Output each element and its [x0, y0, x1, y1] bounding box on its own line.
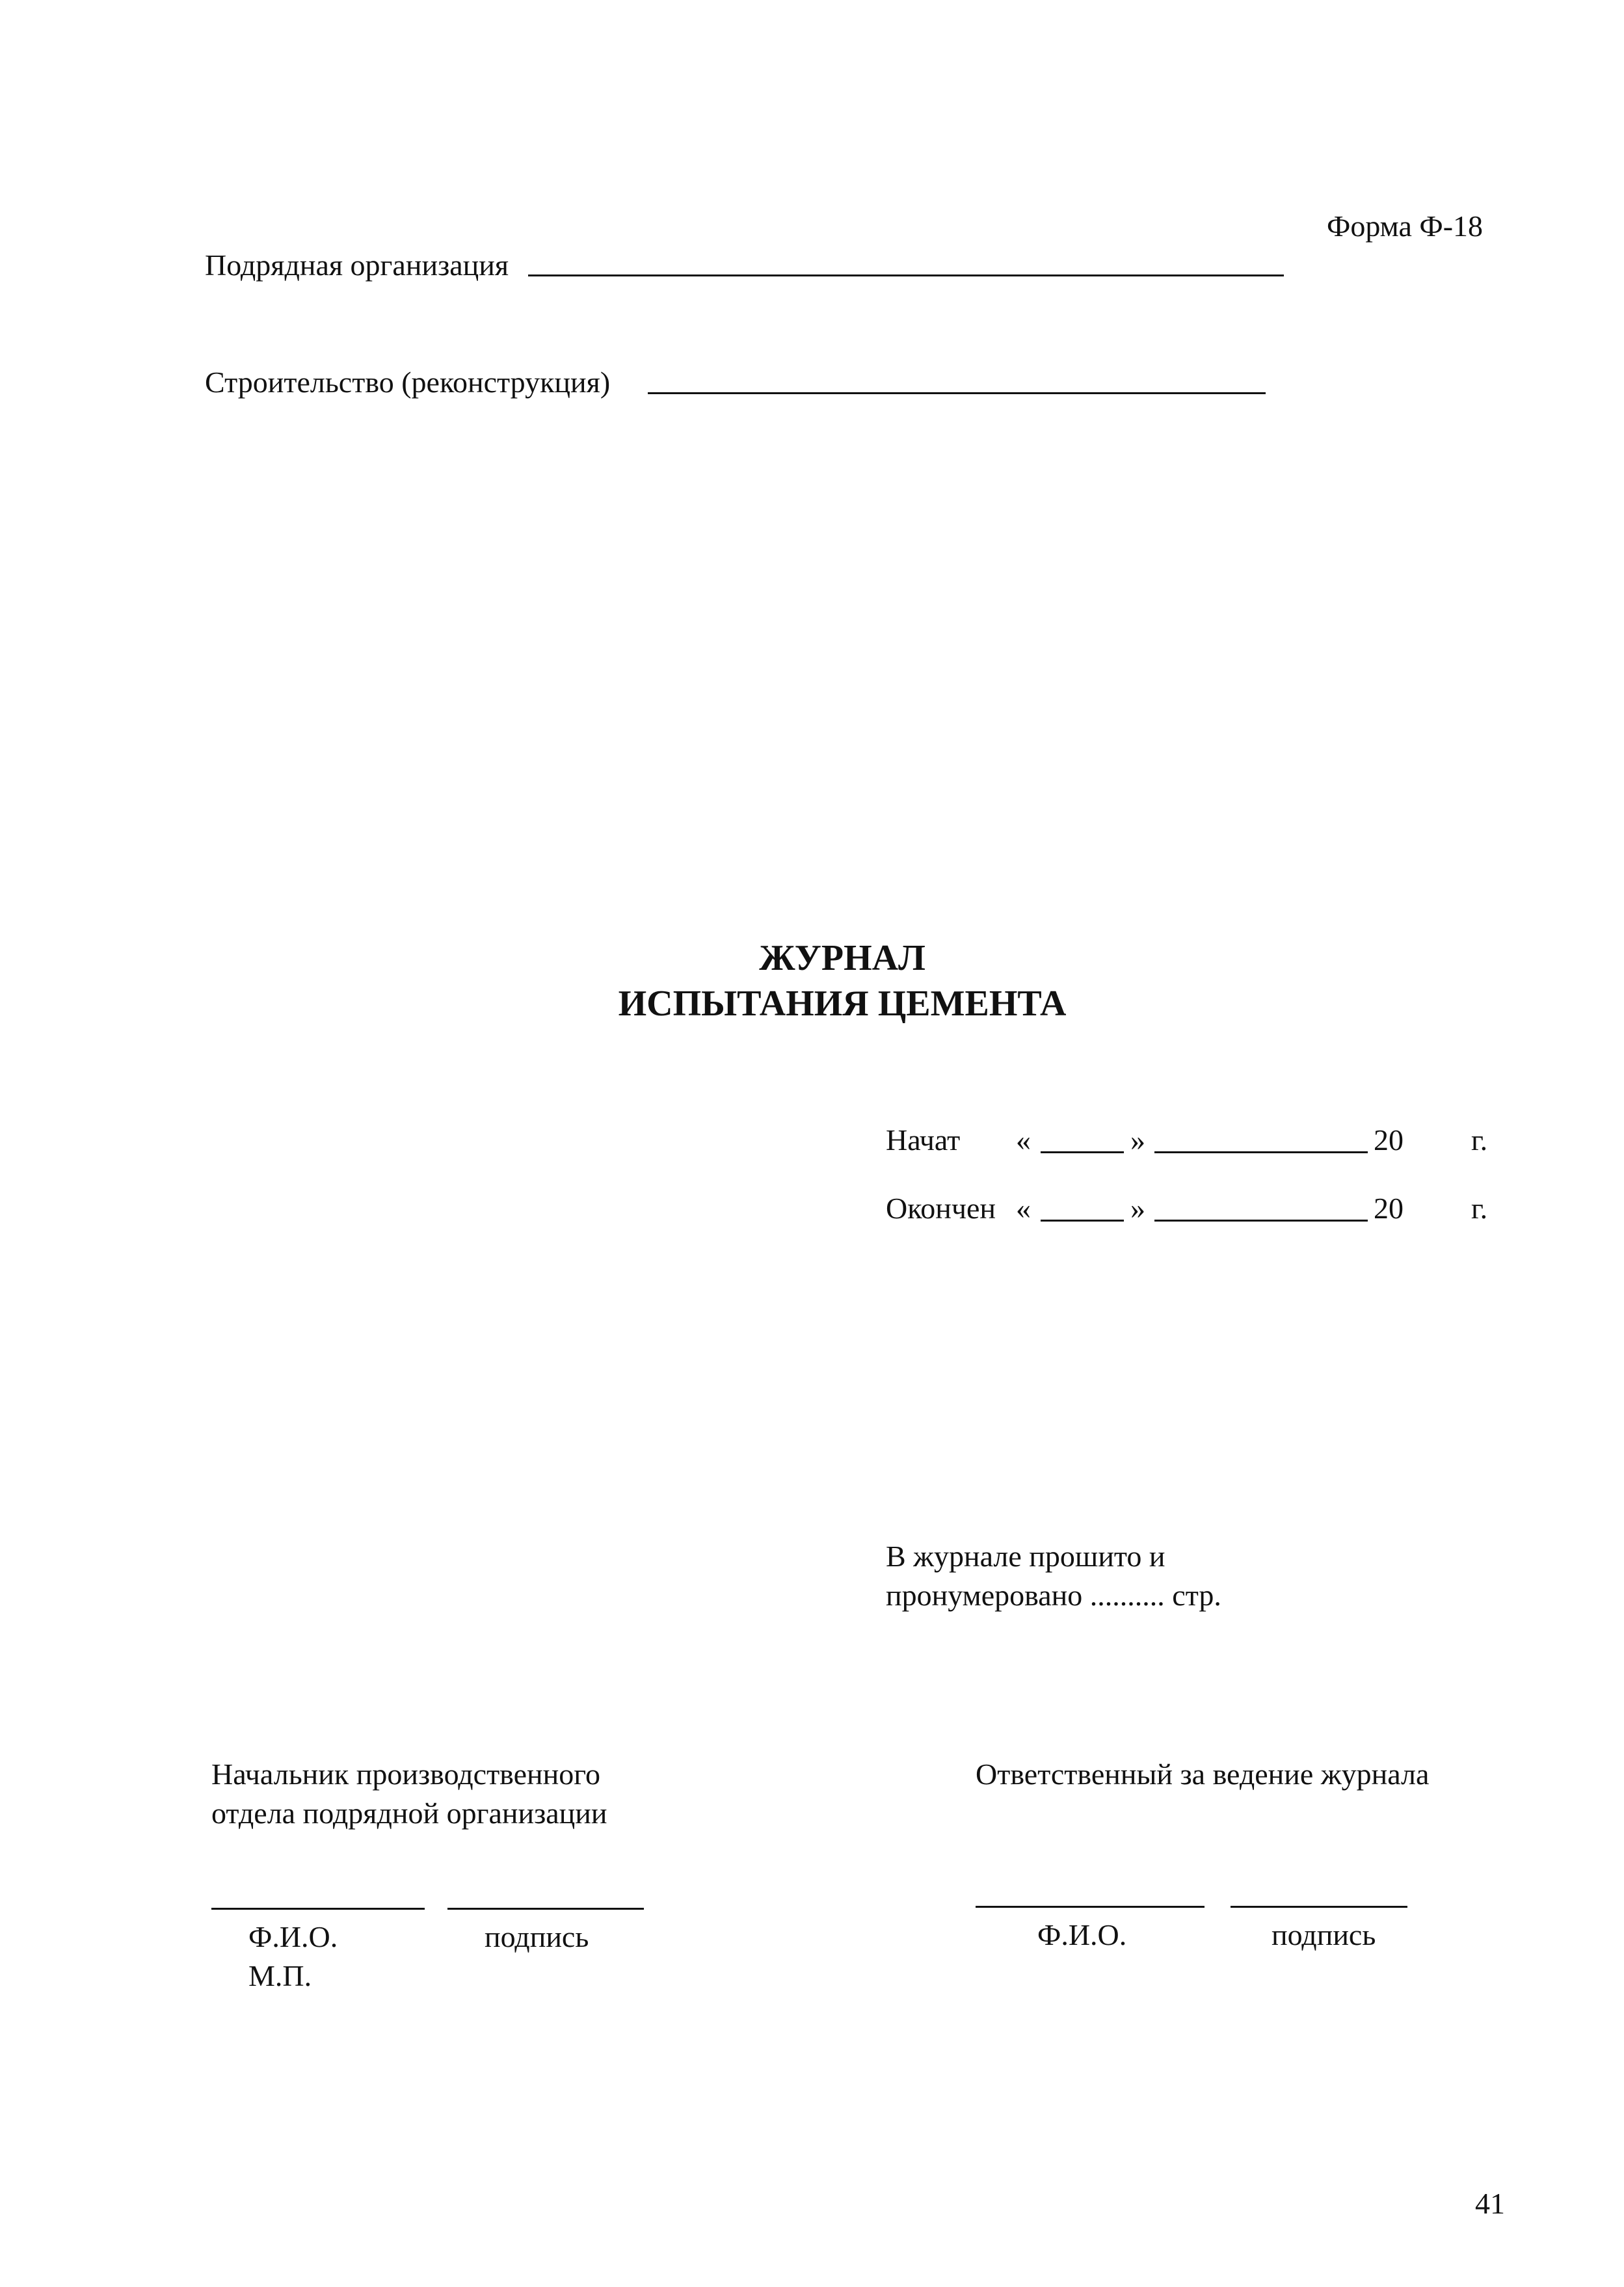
started-close-quote: »	[1130, 1123, 1145, 1157]
contractor-label: Подрядная организация	[205, 248, 509, 282]
contractor-input-line[interactable]	[528, 274, 1284, 276]
finished-day-line[interactable]	[1041, 1220, 1124, 1222]
finished-century: 20	[1374, 1192, 1404, 1225]
right-fio-label: Ф.И.О.	[1037, 1918, 1127, 1951]
finished-year-suffix: г.	[1471, 1192, 1488, 1225]
finished-close-quote: »	[1130, 1192, 1145, 1225]
finished-month-line[interactable]	[1154, 1220, 1368, 1222]
left-role-line2: отдела подрядной организации	[211, 1797, 607, 1830]
right-signature-line[interactable]	[1231, 1906, 1407, 1908]
form-number: Форма Ф-18	[1327, 209, 1484, 243]
right-fio-line[interactable]	[976, 1906, 1205, 1908]
construction-input-line[interactable]	[648, 392, 1266, 394]
right-role: Ответственный за ведение журнала	[976, 1758, 1430, 1791]
left-fio-line[interactable]	[211, 1908, 425, 1910]
left-signature-line[interactable]	[447, 1908, 644, 1910]
stitched-line2: пронумеровано .......... стр.	[886, 1579, 1221, 1612]
right-signature-label: подпись	[1271, 1918, 1376, 1951]
journal-subtitle: ИСПЫТАНИЯ ЦЕМЕНТА	[618, 983, 1067, 1024]
journal-title: ЖУРНАЛ	[759, 938, 925, 978]
started-year-suffix: г.	[1471, 1123, 1488, 1157]
started-day-line[interactable]	[1041, 1151, 1124, 1153]
started-month-line[interactable]	[1154, 1151, 1368, 1153]
finished-open-quote: «	[1016, 1192, 1031, 1225]
finished-label: Окончен	[886, 1192, 996, 1225]
started-century: 20	[1374, 1123, 1404, 1157]
construction-label: Строительство (реконструкция)	[205, 366, 611, 399]
stitched-line1: В журнале прошито и	[886, 1540, 1165, 1573]
left-role-line1: Начальник производственного	[211, 1758, 600, 1791]
started-label: Начат	[886, 1123, 961, 1157]
page-number: 41	[1475, 2187, 1505, 2220]
stamp-label: М.П.	[248, 1959, 312, 1992]
started-open-quote: «	[1016, 1123, 1031, 1157]
left-signature-label: подпись	[485, 1920, 589, 1953]
left-fio-label: Ф.И.О.	[248, 1920, 338, 1953]
